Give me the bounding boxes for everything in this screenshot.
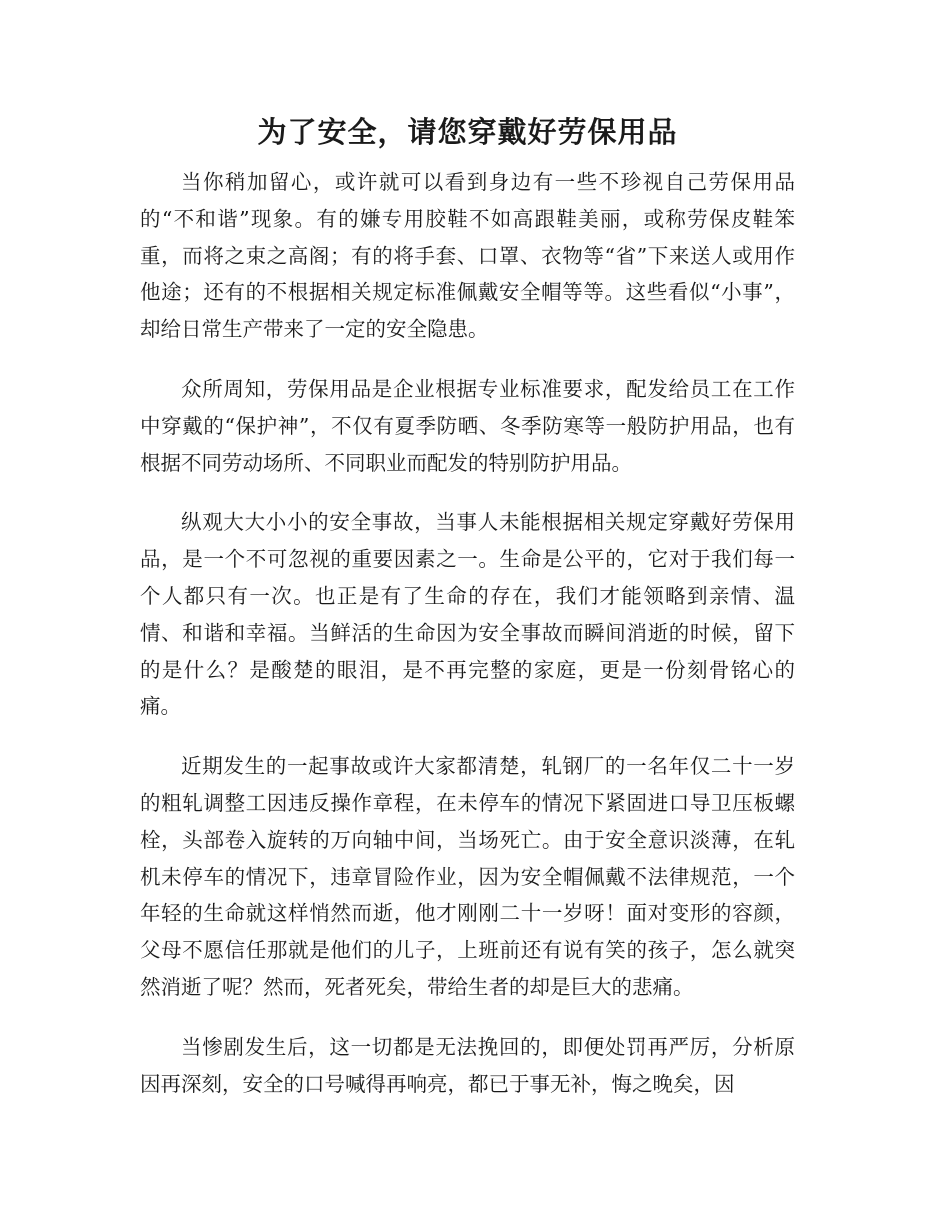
paragraph-4: 近期发生的一起事故或许大家都清楚，轧钢厂的一名年仅二十一岁的粗轧调整工因违反操作章程，在未停车的情况下紧固进口导卫压板螺栓，头部卷入旋转的万向轴中间，当场死亡。由于安全意识淡薄，在轧机未停车的情况下，违章冒险作业，因为安全帽佩戴不法律规范，一个年轻的生命就这样悄然而逝，他才刚刚二十一岁呀！面对变形的容颜，父母不愿信任那就是他们的儿子，上班前还有说有笑的孩子，怎么就突然消逝了呢？然而，死者死矣，带给生者的却是巨大的悲痛。: [140, 754, 795, 999]
paragraph-1: 当你稍加留心，或许就可以看到身边有一些不珍视自己劳保用品的“不和谐”现象。有的嫌专用胶鞋不如高跟鞋美丽，或称劳保皮鞋笨重，而将之束之高阁；有的将手套、口罩、衣物等“省”下来送人或用作他途；还有的不根据相关规定标准佩戴安全帽等等。这些看似“小事”，却给日常生产带来了一定的安全隐患。: [140, 170, 795, 342]
paragraph-5: 当惨剧发生后，这一切都是无法挽回的，即便处罚再严厉，分析原因再深刻，安全的口号喊得再响亮，都已于事无补，悔之晚矣，因: [140, 1034, 795, 1096]
document-page: [140, 112, 795, 1125]
document-title: 为了安全，请您穿戴好劳保用品: [257, 115, 678, 149]
paragraph-2: 众所周知，劳保用品是企业根据专业标准要求，配发给员工在工作中穿戴的“保护神”，不仅有夏季防晒、冬季防寒等一般防护用品，也有根据不同劳动场所、不同职业而配发的特别防护用品。: [140, 376, 795, 475]
paragraph-3: 纵观大大小小的安全事故，当事人未能根据相关规定穿戴好劳保用品，是一个不可忽视的重要因素之一。生命是公平的，它对于我们每一个人都只有一次。也正是有了生命的存在，我们才能领略到亲情、温情、和谐和幸福。当鲜活的生命因为安全事故而瞬间消逝的时候，留下的是什么？是酸楚的眼泪，是不再完整的家庭，更是一份刻骨铭心的痛。: [140, 510, 795, 719]
